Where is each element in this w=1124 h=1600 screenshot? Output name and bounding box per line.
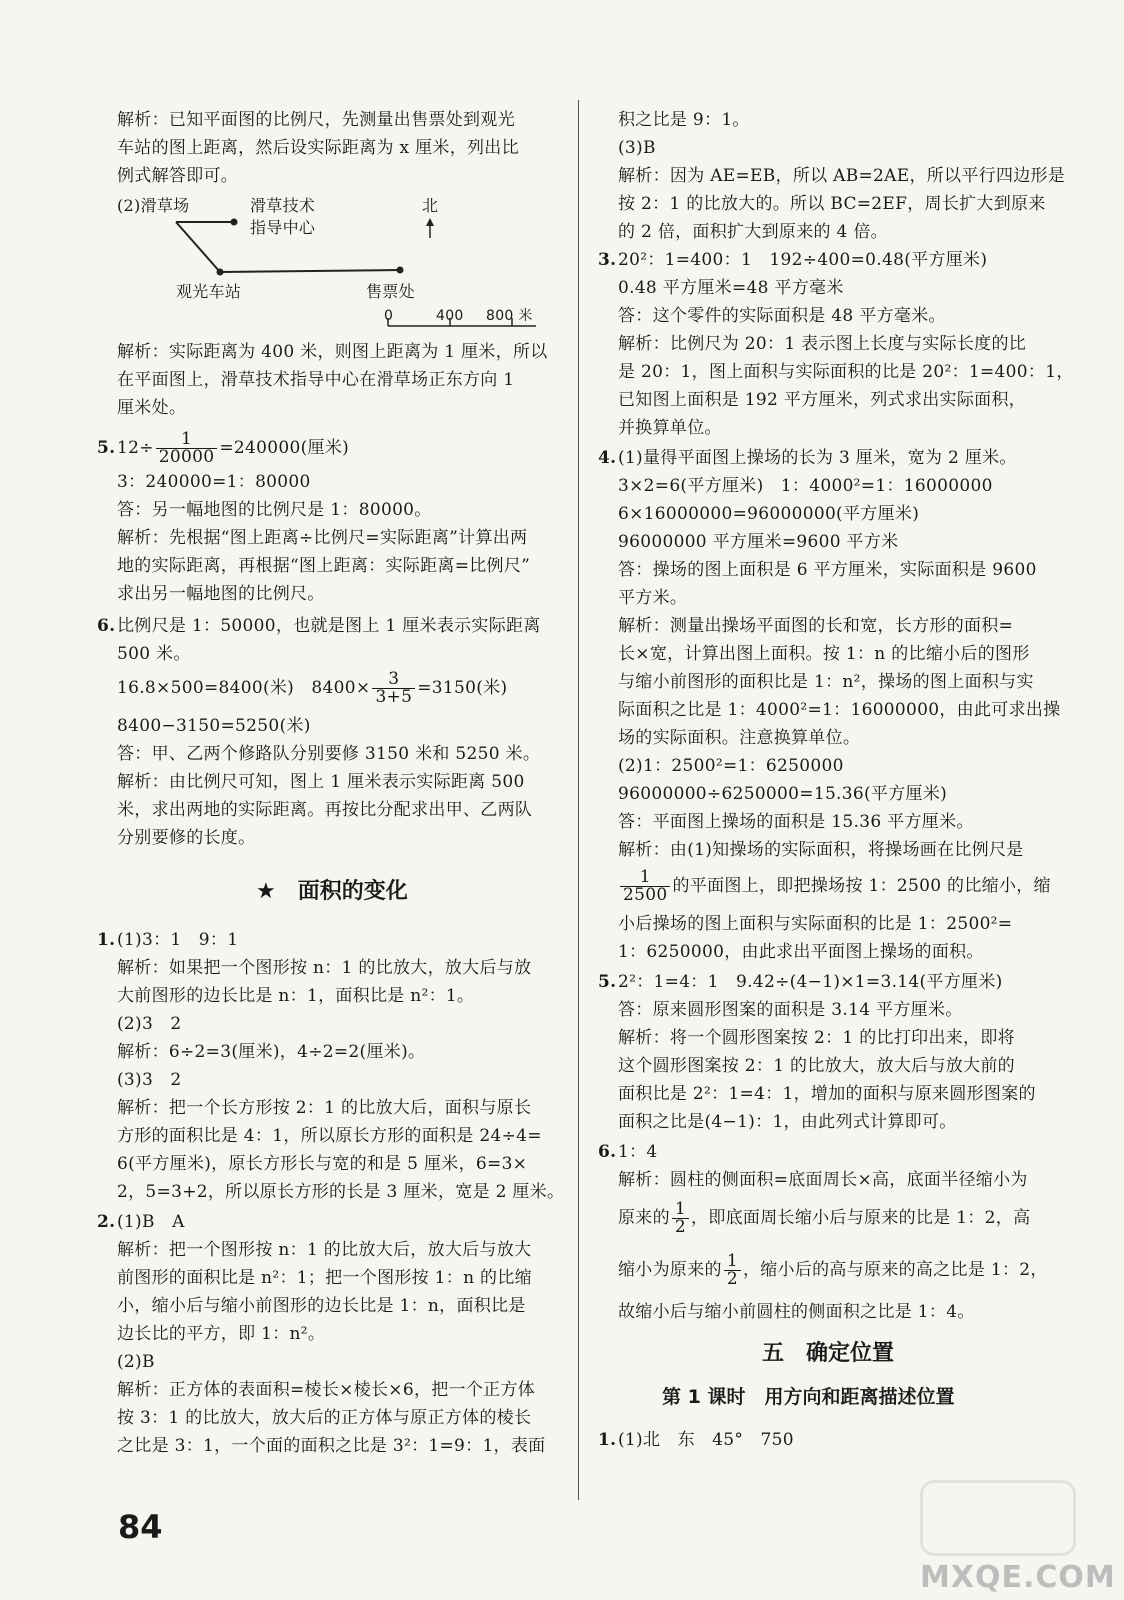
text-line: 解析：测量出操场平面图的长和宽，长方形的面积= [618, 616, 1014, 636]
text-line: 面积之比是(4−1)：1，由此列式计算即可。 [618, 1112, 957, 1132]
watermark-logo [920, 1480, 1116, 1595]
text-line: 际面积之比是 1：4000²=1：16000000，由此可求出操 [618, 700, 1061, 720]
text-line: 96000000 平方厘米=9600 平方米 [618, 532, 899, 552]
text-line: 1：6250000，由此求出平面图上操场的面积。 [618, 942, 984, 962]
text-line: 在平面图上，滑草技术指导中心在滑草场正东方向 1 [117, 370, 515, 390]
question-number: 3. [598, 250, 617, 270]
text-line: 的 2 倍，面积扩大到原来的 4 倍。 [618, 222, 888, 242]
text-line: (1)3：1 9：1 [117, 930, 239, 950]
text-line: 解析：圆柱的侧面积=底面周长×高，底面半径缩小为 [618, 1170, 1028, 1190]
question-number: 2. [97, 1212, 116, 1232]
formula-line: 原来的 $\frac{1}{2}$ ，即底面周长缩小后与原来的比是 1：2，高 [618, 1199, 1031, 1237]
text-line: (1)北 东 45° 750 [618, 1430, 794, 1450]
text-line: 边长比的平方，即 1：n²。 [117, 1324, 326, 1344]
text-line: 米，求出两地的实际距离。再按比分配求出甲、乙两队 [117, 800, 533, 820]
text-line: 这个圆形图案按 2：1 的比放大，放大后与放大前的 [618, 1056, 1015, 1076]
text-line: 例式解答即可。 [117, 166, 239, 186]
text-line: 3：240000=1：80000 [117, 472, 311, 492]
text-line: (3)3 2 [117, 1070, 182, 1090]
text-line: 6(平方厘米)，原长方形长与宽的和是 5 厘米，6=3× [117, 1154, 528, 1174]
text-line: 是 20：1，图上面积与实际面积的比是 20²：1=400：1， [618, 362, 1074, 382]
formula-line: 16.8×500=8400(米) 8400× $\frac{3}{3+5}$ =3150(米) [117, 669, 508, 707]
text-line: 解析：6÷2=3(厘米)，4÷2=2(厘米)。 [117, 1042, 426, 1062]
text-line: 答：平面图上操场的面积是 15.36 平方厘米。 [618, 812, 974, 832]
text-line: 地的实际距离，再根据“图上距离：实际距离=比例尺” [117, 556, 531, 576]
text-line: 厘米处。 [117, 398, 187, 418]
fraction: $\frac{3}{3+5}$ [372, 671, 415, 706]
question-number: 5. [97, 438, 116, 458]
text-line: 1：4 [618, 1142, 658, 1162]
diagram-label-grass: (2)滑草场 [117, 196, 190, 215]
text-line: 解析：比例尺为 20：1 表示图上长度与实际长度的比 [618, 334, 1027, 354]
lesson-title: 第 1 课时 用方向和距离描述位置 [662, 1386, 955, 1408]
text-line: 2²：1=4：1 9.42÷(4−1)×1=3.14(平方厘米) [618, 972, 1003, 992]
text-line: 长×宽，计算出图上面积。按 1：n 的比缩小后的图形 [618, 644, 1030, 664]
path-station-ticket [220, 270, 400, 272]
point-center [231, 219, 238, 226]
text-line: 场的实际面积。注意换算单位。 [618, 728, 861, 748]
scale-tick-0: 0 [384, 308, 394, 324]
diagram-label-station: 观光车站 [176, 282, 242, 301]
diagram-label-center-2: 指导中心 [250, 218, 316, 237]
text-line: 解析：由比例尺可知，图上 1 厘米表示实际距离 500 [117, 772, 525, 792]
fraction: $\frac{1}{2}$ [724, 1253, 741, 1288]
scale-tick-400: 400 [436, 308, 464, 324]
text-line: 面积比是 2²：1=4：1，增加的面积与原来圆形图案的 [618, 1084, 1036, 1104]
question-number: 5. [598, 972, 617, 992]
text-line: 按 2：1 的比放大的。所以 BC=2EF，周长扩大到原来 [618, 194, 1046, 214]
formula-line: $\frac{1}{2500}$ 的平面图上，即把操场按 1：2500 的比缩小，缩 [618, 862, 1051, 910]
text-line: 解析：如果把一个图形按 n：1 的比放大，放大后与放 [117, 958, 532, 978]
diagram-label-center-1: 滑草技术 [250, 196, 316, 215]
text-line: 8400−3150=5250(米) [117, 716, 311, 736]
question-number: 4. [598, 448, 617, 468]
text-line: 解析：因为 AE=EB，所以 AB=2AE，所以平行四边形是 [618, 166, 1066, 186]
text-line: (1)B A [117, 1212, 185, 1232]
watermark-text: MXQE.COM [920, 1560, 1116, 1595]
question-number: 6. [97, 616, 116, 636]
diagram-lines [0, 0, 600, 340]
text-line: 小，缩小后与缩小前图形的边长比是 1：n，面积比是 [117, 1296, 526, 1316]
north-arrow-head [426, 218, 434, 226]
text-line: 大前图形的边长比是 n：1，面积比是 n²：1。 [117, 986, 475, 1006]
fraction: $\frac{1}{2}$ [672, 1201, 689, 1236]
formula-line: 12÷ $\frac{1}{20000}$ =240000(厘米) [117, 429, 350, 467]
fraction: $\frac{1}{20000}$ [156, 431, 218, 466]
text-line: 6×16000000=96000000(平方厘米) [618, 504, 920, 524]
text-line: 求出另一幅地图的比例尺。 [117, 584, 325, 604]
question-number: 1. [598, 1430, 617, 1450]
text-line: 并换算单位。 [618, 418, 722, 438]
question-number: 1. [97, 930, 116, 950]
page-number: 84 [118, 1508, 163, 1546]
text-line: 答：原来圆形图案的面积是 3.14 平方厘米。 [618, 1000, 963, 1020]
fraction: $\frac{1}{2500}$ [620, 869, 670, 904]
text-line: 车站的图上距离，然后设实际距离为 x 厘米，列出比 [117, 138, 519, 158]
text-line: 故缩小后与缩小前圆柱的侧面积之比是 1：4。 [618, 1302, 975, 1322]
text-line: 0.48 平方厘米=48 平方毫米 [618, 278, 844, 298]
path-grass-station [176, 222, 220, 272]
question-number: 6. [598, 1142, 617, 1162]
text-line: 96000000÷6250000=15.36(平方厘米) [618, 784, 948, 804]
text-line: 答：甲、乙两个修路队分别要修 3150 米和 5250 米。 [117, 744, 541, 764]
chapter-title: 五 确定位置 [762, 1341, 895, 1366]
text-line: 答：这个零件的实际面积是 48 平方毫米。 [618, 306, 946, 326]
text-line: (2)B [117, 1352, 155, 1372]
text-line: 500 米。 [117, 644, 191, 664]
text-line: 解析：实际距离为 400 米，则图上距离为 1 厘米，所以 [117, 342, 548, 362]
text-line: 前图形的面积比是 n²：1；把一个图形按 1：n 的比缩 [117, 1268, 532, 1288]
text-line: (2)1：2500²=1：6250000 [618, 756, 844, 776]
text-line: (1)量得平面图上操场的长为 3 厘米，宽为 2 厘米。 [618, 448, 1017, 468]
text-line: 解析：正方体的表面积=棱长×棱长×6，把一个正方体 [117, 1380, 536, 1400]
diagram-label-north: 北 [422, 196, 439, 215]
text-line: 已知图上面积是 192 平方厘米，列式求出实际面积， [618, 390, 1027, 410]
text-line: 与缩小前图形的面积比是 1：n²，操场的图上面积与实 [618, 672, 1034, 692]
text-line: 平方米。 [618, 588, 688, 608]
diagram-label-ticket: 售票处 [366, 282, 415, 301]
scale-tick-800: 800 米 [486, 308, 533, 324]
text-line: 答：操场的图上面积是 6 平方厘米，实际面积是 9600 [618, 560, 1037, 580]
text-line: 解析：先根据“图上距离÷比例尺=实际距离”计算出两 [117, 528, 528, 548]
text-line: 答：另一幅地图的比例尺是 1：80000。 [117, 500, 432, 520]
text-line: 按 3：1 的比放大，放大后的正方体与原正方体的棱长 [117, 1408, 532, 1428]
text-line: 解析：把一个长方形按 2：1 的比放大后，面积与原长 [117, 1098, 532, 1118]
formula-line: 缩小为原来的 $\frac{1}{2}$ ，缩小后的高与原来的高之比是 1：2， [618, 1251, 1048, 1289]
text-line: 比例尺是 1：50000，也就是图上 1 厘米表示实际距离 [117, 616, 541, 636]
text-line: 积之比是 9：1。 [618, 110, 750, 130]
text-line: 小后操场的图上面积与实际面积的比是 1：2500²= [618, 914, 1013, 934]
text-line: (2)3 2 [117, 1014, 182, 1034]
point-station [217, 269, 224, 276]
text-line: 3×2=6(平方厘米) 1：4000²=1：16000000 [618, 476, 993, 496]
text-line: 20²：1=400：1 192÷400=0.48(平方厘米) [618, 250, 988, 270]
text-line: 之比是 3：1，一个面的面积之比是 3²：1=9：1，表面 [117, 1436, 546, 1456]
text-line: 2，5=3+2，所以原长方形的长是 3 厘米，宽是 2 厘米。 [117, 1182, 565, 1202]
text-line: 解析：把一个图形按 n：1 的比放大后，放大后与放大 [117, 1240, 532, 1260]
logo-icon [920, 1480, 1076, 1556]
text-line: 方形的面积比是 4：1，所以原长方形的面积是 24÷4= [117, 1126, 542, 1146]
section-title: ★ 面积的变化 [256, 879, 408, 904]
text-line: 解析：已知平面图的比例尺，先测量出售票处到观光 [117, 110, 515, 130]
text-line: (3)B [618, 138, 656, 158]
text-line: 分别要修的长度。 [117, 828, 256, 848]
text-line: 解析：由(1)知操场的实际面积，将操场画在比例尺是 [618, 840, 1024, 860]
point-ticket [397, 267, 404, 274]
text-line: 解析：将一个圆形图案按 2：1 的比打印出来，即将 [618, 1028, 1015, 1048]
